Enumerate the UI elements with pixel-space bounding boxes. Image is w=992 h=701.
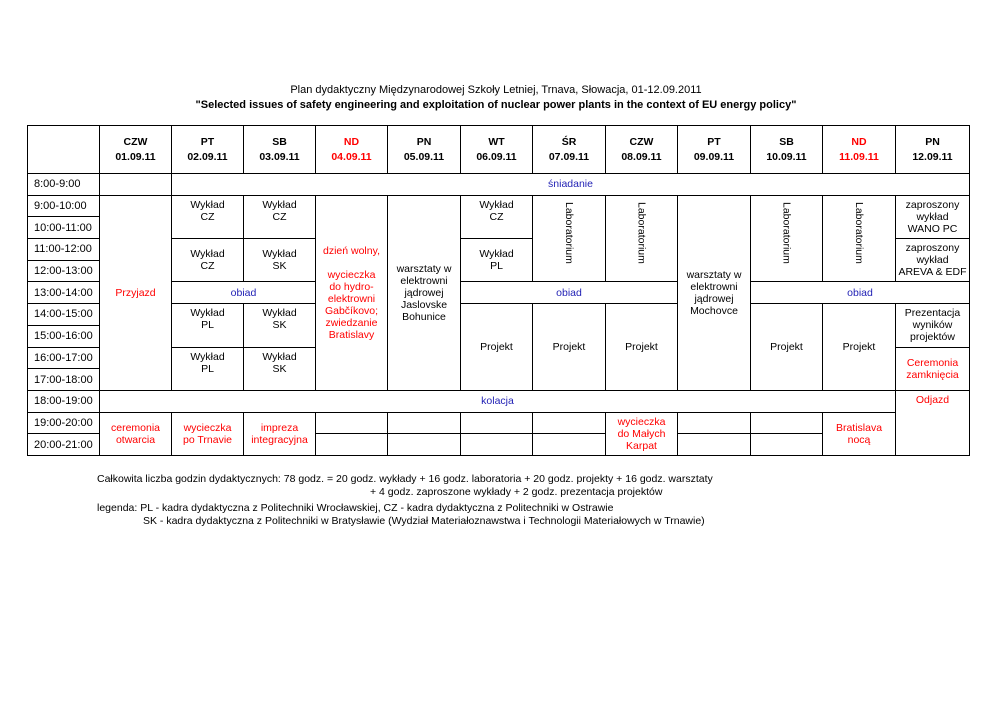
- empty-cell: [316, 412, 388, 434]
- day-header-sunday: ND 11.09.11: [823, 126, 896, 174]
- lecture-cell: Wykład SK: [244, 239, 316, 282]
- empty-cell: [388, 412, 461, 434]
- closing-ceremony-cell: Ceremonia zamknięcia: [896, 347, 970, 390]
- project-cell: Projekt: [461, 304, 533, 391]
- day-header: WT 06.09.11: [461, 126, 533, 174]
- empty-cell: [461, 434, 533, 456]
- time-label: 20:00-21:00: [28, 434, 100, 456]
- day-header: SB 10.09.11: [751, 126, 823, 174]
- legend-line: SK - kadra dydaktyczna z Politechniki w Bratysławie (Wydział Materiałoznawstwa i Technologii Materiałowych w Trnawie): [143, 515, 705, 527]
- empty-cell: [751, 412, 823, 434]
- time-row: [28, 174, 970, 196]
- time-label: 15:00-16:00: [28, 325, 100, 347]
- workshop-jaslovske-cell: warsztaty w elektrowni jądrowej Jaslovske Bohunice: [388, 195, 461, 390]
- empty-cell: [461, 412, 533, 434]
- time-label: 10:00-11:00: [28, 217, 100, 239]
- project-cell: Projekt: [751, 304, 823, 391]
- page-subtitle: "Selected issues of safety engineering and exploitation of nuclear power plants in the context of EU energy policy": [195, 99, 797, 111]
- invited-lecture-wano-cell: zaproszony wykład WANO PC: [896, 195, 970, 238]
- schedule-table: [27, 125, 970, 456]
- lecture-cell: Wykład CZ: [172, 239, 244, 282]
- day-header-sunday: ND 04.09.11: [316, 126, 388, 174]
- project-cell: Projekt: [533, 304, 606, 391]
- time-label: 13:00-14:00: [28, 282, 100, 304]
- presentation-cell: Prezentacja wyników projektów: [896, 304, 970, 347]
- lecture-cell: Wykład SK: [244, 347, 316, 390]
- time-label: 14:00-15:00: [28, 304, 100, 326]
- party-cell: impreza integracyjna: [244, 412, 316, 455]
- day-header: PN 12.09.11: [896, 126, 970, 174]
- trip-trnava-cell: wycieczka po Trnavie: [172, 412, 244, 455]
- sunday-trip-cell: dzień wolny, wycieczka do hydro- elektrowni Gabčíkovo; zwiedzanie Bratislavy: [316, 195, 388, 390]
- dinner-cell: kolacja: [100, 390, 896, 412]
- time-label: 17:00-18:00: [28, 369, 100, 391]
- day-header: PT 02.09.11: [172, 126, 244, 174]
- total-hours-note-continued: + 4 godz. zaproszone wykłady + 2 godz. prezentacja projektów: [370, 486, 663, 498]
- day-header: ŚR 07.09.11: [533, 126, 606, 174]
- lecture-cell: Wykład CZ: [244, 195, 316, 238]
- lunch-cell: obiad: [172, 282, 316, 304]
- day-header: CZW 08.09.11: [606, 126, 678, 174]
- time-row: [28, 390, 970, 412]
- lecture-cell: Wykład PL: [172, 304, 244, 347]
- time-label: 12:00-13:00: [28, 260, 100, 282]
- time-label: 18:00-19:00: [28, 390, 100, 412]
- empty-cell: [751, 434, 823, 456]
- day-header: PN 05.09.11: [388, 126, 461, 174]
- empty-cell: [316, 434, 388, 456]
- time-label: 9:00-10:00: [28, 195, 100, 217]
- empty-cell: [678, 412, 751, 434]
- empty-cell: [678, 434, 751, 456]
- header-row: [28, 126, 970, 174]
- empty-cell: [533, 434, 606, 456]
- laboratory-cell: Laboratorium: [751, 195, 823, 282]
- total-hours-note: Całkowita liczba godzin dydaktycznych: 78 godz. = 20 godz. wykłady + 16 godz. laboratoria + 20 godz. projekty + 16 godz. warsztaty: [97, 473, 713, 485]
- time-label: 19:00-20:00: [28, 412, 100, 434]
- laboratory-cell: Laboratorium: [606, 195, 678, 282]
- lunch-cell: obiad: [461, 282, 678, 304]
- breakfast-cell: śniadanie: [172, 174, 970, 196]
- departure-cell: Odjazd: [896, 390, 970, 455]
- arrival-cell: Przyjazd: [100, 195, 172, 390]
- empty-cell: [533, 412, 606, 434]
- day-header: CZW 01.09.11: [100, 126, 172, 174]
- lecture-cell: Wykład SK: [244, 304, 316, 347]
- workshop-mochovce-cell: warsztaty w elektrowni jądrowej Mochovce: [678, 195, 751, 390]
- time-label: 16:00-17:00: [28, 347, 100, 369]
- page-title: Plan dydaktyczny Międzynarodowej Szkoły Letniej, Trnava, Słowacja, 01-12.09.2011: [290, 84, 702, 96]
- bratislava-night-cell: Bratislava nocą: [823, 412, 896, 455]
- trip-karpat-cell: wycieczka do Małych Karpat: [606, 412, 678, 455]
- opening-ceremony-cell: ceremonia otwarcia: [100, 412, 172, 455]
- lecture-cell: Wykład PL: [461, 239, 533, 282]
- lecture-cell: Wykład CZ: [172, 195, 244, 238]
- laboratory-cell: Laboratorium: [533, 195, 606, 282]
- lunch-cell: obiad: [751, 282, 970, 304]
- time-label: 11:00-12:00: [28, 239, 100, 261]
- day-header: PT 09.09.11: [678, 126, 751, 174]
- lecture-cell: Wykład PL: [172, 347, 244, 390]
- corner-cell: [28, 126, 100, 174]
- time-row: [28, 195, 970, 217]
- project-cell: Projekt: [606, 304, 678, 391]
- empty-cell: [388, 434, 461, 456]
- laboratory-cell: Laboratorium: [823, 195, 896, 282]
- time-label: 8:00-9:00: [28, 174, 100, 196]
- invited-lecture-areva-cell: zaproszony wykład AREVA & EDF: [896, 239, 970, 282]
- time-row: [28, 412, 970, 434]
- empty-cell: [100, 174, 172, 196]
- project-cell: Projekt: [823, 304, 896, 391]
- legend-line: legenda: PL - kadra dydaktyczna z Politechniki Wrocławskiej, CZ - kadra dydaktyczna z Politechniki w Ostrawie: [97, 502, 614, 514]
- lecture-cell: Wykład CZ: [461, 195, 533, 238]
- day-header: SB 03.09.11: [244, 126, 316, 174]
